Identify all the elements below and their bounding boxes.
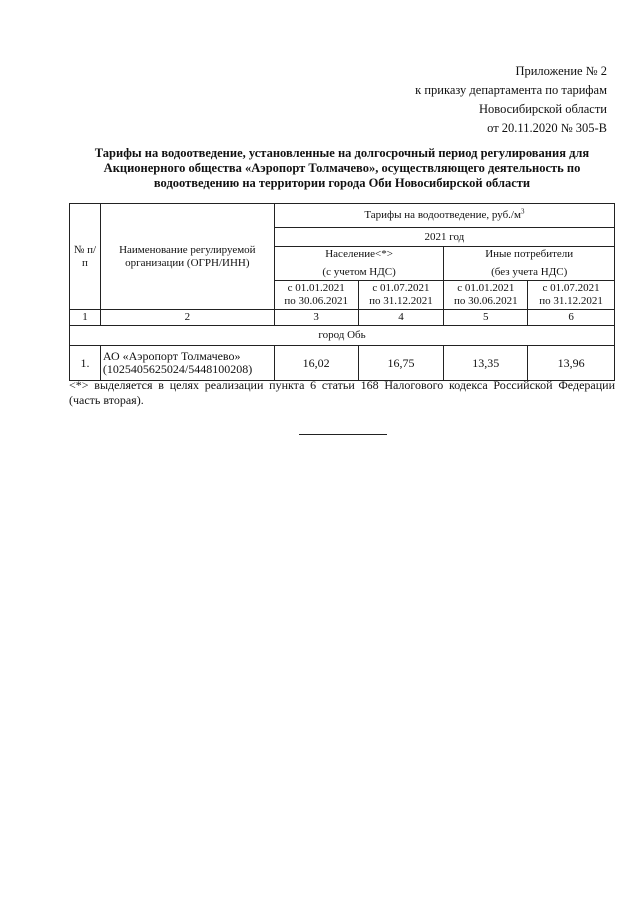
- column-number: 5: [444, 310, 528, 326]
- header-number: № п/п: [70, 204, 101, 310]
- header-tariff-text: Тарифы на водоотведение, руб./м: [364, 209, 521, 221]
- table-row: [70, 346, 615, 381]
- header-population-label: Население<*>: [325, 248, 393, 260]
- appendix-number: Приложение № 2: [515, 64, 607, 78]
- column-number: 4: [358, 310, 444, 326]
- document-title: Тарифы на водоотведение, установленные на долгосрочный период регулирования для Акционерного общества «Аэропорт Толмачево», осуществляющего деятельность по водоотведению на территории города Оби Новосибирской области: [94, 146, 590, 190]
- header-other-label: Иные потребители: [485, 248, 574, 260]
- tariff-value: 16,02: [274, 346, 358, 381]
- footnote: <*> выделяется в целях реализации пункта 6 статьи 168 Налогового кодекса Российской Федерации (часть вторая).: [69, 378, 615, 407]
- org-name: АО «Аэропорт Толмачево»: [102, 349, 241, 363]
- city-name: город Обь: [70, 326, 615, 346]
- appendix-header: [415, 62, 607, 138]
- tariff-value: 13,96: [528, 346, 615, 381]
- column-number: 1: [70, 310, 101, 326]
- table-city-row: [70, 326, 615, 346]
- tariff-value: 13,35: [444, 346, 528, 381]
- period-from: с 01.01.2021: [287, 282, 345, 294]
- appendix-date: от 20.11.2020 № 305-В: [487, 121, 607, 135]
- period-cell: [528, 281, 615, 310]
- header-organization: Наименование регулируемой организации (ОГРН/ИНН): [100, 204, 274, 310]
- period-to: по 31.12.2021: [369, 295, 433, 307]
- column-number: 2: [100, 310, 274, 326]
- period-cell: [358, 281, 444, 310]
- row-organization: [100, 346, 274, 381]
- period-to: по 30.06.2021: [453, 295, 518, 307]
- period-to: по 31.12.2021: [539, 295, 603, 307]
- table-header-row: [70, 204, 615, 228]
- row-number: 1.: [70, 346, 101, 381]
- header-year: 2021 год: [274, 228, 614, 247]
- appendix-region: Новосибирской области: [478, 102, 607, 116]
- period-cell: [444, 281, 528, 310]
- period-from: с 01.07.2021: [542, 282, 600, 294]
- tariff-value: 16,75: [358, 346, 444, 381]
- period-to: по 30.06.2021: [284, 295, 348, 307]
- table-column-numbers-row: [70, 310, 615, 326]
- header-population: [274, 247, 444, 281]
- header-tariff-unit-power: 3: [520, 207, 525, 216]
- period-from: с 01.01.2021: [457, 282, 515, 294]
- closing-rule: [299, 434, 387, 435]
- period-from: с 01.07.2021: [372, 282, 430, 294]
- header-population-vat: (с учетом НДС): [322, 266, 396, 278]
- appendix-order: к приказу департамента по тарифам: [415, 83, 607, 97]
- header-tariff: [274, 204, 614, 228]
- header-other-vat: (без учета НДС): [491, 266, 568, 278]
- column-number: 3: [274, 310, 358, 326]
- org-ids: (1025405625024/5448100208): [102, 362, 253, 376]
- header-other-consumers: [444, 247, 615, 281]
- period-cell: [274, 281, 358, 310]
- tariff-table: [69, 203, 615, 381]
- column-number: 6: [528, 310, 615, 326]
